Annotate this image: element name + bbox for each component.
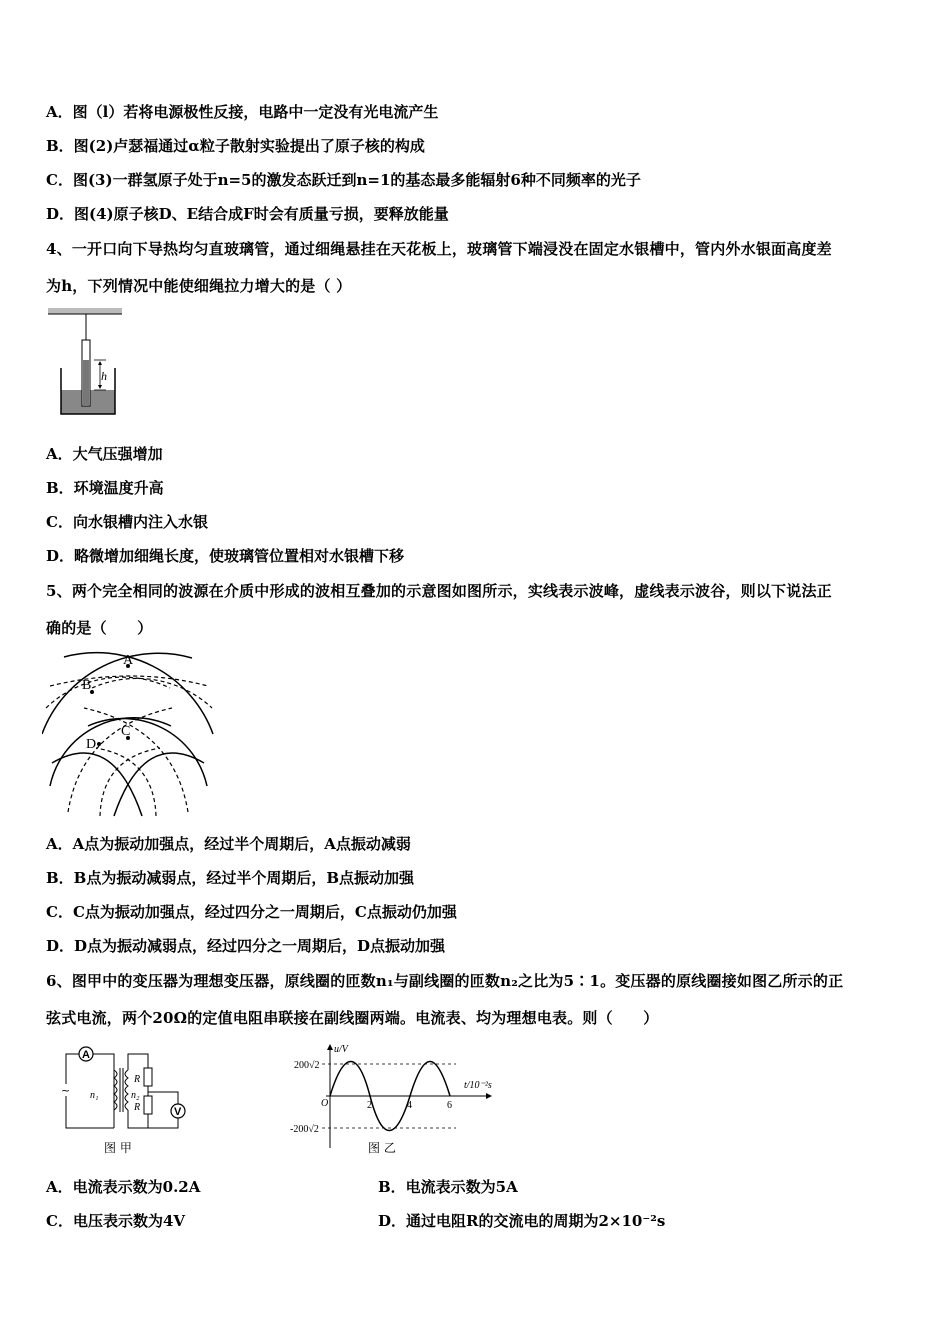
ac-source-icon: ~ xyxy=(61,1084,71,1097)
q6-option-b: B．电流表示数为5A xyxy=(378,1178,518,1196)
crest-arc-right-inner xyxy=(114,753,204,816)
origin-label: O xyxy=(321,1098,329,1109)
q4-stem-line2: 为h，下列情况中能使细绳拉力增大的是（ ） xyxy=(46,277,352,295)
q4-option-c: C．向水银槽内注入水银 xyxy=(46,513,208,531)
q6-figure-yi-graph xyxy=(286,1040,516,1160)
mercury-column xyxy=(83,360,89,406)
q4-option-b: B．环境温度升高 xyxy=(46,479,164,497)
trough-arc-right xyxy=(92,678,212,708)
label-a: A xyxy=(123,653,134,668)
crest-arc-right-mid xyxy=(88,719,207,786)
voltmeter-label: V xyxy=(174,1106,182,1118)
ammeter-label: A xyxy=(82,1049,90,1061)
r-bottom-label: R xyxy=(134,1102,141,1113)
r-top-label: R xyxy=(134,1074,141,1085)
ceiling xyxy=(48,308,122,314)
x-tick-6: 6 xyxy=(447,1100,452,1111)
y-max-label: 200√2 xyxy=(294,1060,320,1071)
q5-option-d: D．D点为振动减弱点，经过四分之一周期后，D点振动加强 xyxy=(46,937,446,955)
resistor-bottom xyxy=(144,1096,152,1114)
n2-label: n₂ xyxy=(131,1090,140,1101)
q4-option-a: A．大气压强增加 xyxy=(46,445,163,463)
label-b: B xyxy=(82,678,92,693)
point-d xyxy=(97,742,101,746)
q3-option-b: B．图(2)卢瑟福通过α粒子散射实验提出了原子核的构成 xyxy=(46,137,425,155)
q4-stem-line1: 4、一开口向下导热均匀直玻璃管，通过细绳悬挂在天花板上，玻璃管下端浸没在固定水银槽中，管内外水银面高度差 xyxy=(46,240,832,258)
y-min-label: -200√2 xyxy=(290,1124,319,1135)
resistor-top xyxy=(144,1068,152,1086)
trough-arc-top xyxy=(50,676,208,686)
label-d: D xyxy=(86,737,97,752)
q4-figure-mercury-trough xyxy=(44,306,128,418)
q3-option-d: D．图(4)原子核D、E结合成F时会有质量亏损，要释放能量 xyxy=(46,205,449,223)
x-tick-4: 4 xyxy=(407,1100,412,1111)
trough-arc-lower-left xyxy=(68,708,172,812)
crest-arc-right-outer xyxy=(64,653,213,734)
q5-stem-line2: 确的是（ ） xyxy=(46,619,153,637)
q5-figure-wave-interference xyxy=(42,648,222,818)
q5-option-c: C．C点为振动加强点，经过四分之一周期后，C点振动仍加强 xyxy=(46,903,457,921)
q3-option-c: C．图(3)一群氢原子处于n=5的激发态跃迁到n=1的基态最多能辐射6种不同频率的光子 xyxy=(46,171,641,189)
x-axis-label: t/10⁻²s xyxy=(464,1080,492,1091)
q6-option-d: D．通过电阻R的交流电的周期为2×10⁻²s xyxy=(378,1212,666,1230)
q5-option-b: B．B点为振动减弱点，经过半个周期后，B点振动加强 xyxy=(46,869,415,887)
n1-label: n₁ xyxy=(90,1090,99,1101)
label-c: C xyxy=(121,724,131,739)
q5-option-a: A．A点为振动加强点，经过半个周期后，A点振动减弱 xyxy=(46,835,411,853)
q4-option-d: D．略微增加细绳长度，使玻璃管位置相对水银槽下移 xyxy=(46,547,405,565)
fig-jia-caption: 图 甲 xyxy=(104,1141,132,1155)
q5-stem-line1: 5、两个完全相同的波源在介质中形成的波相互叠加的示意图如图所示，实线表示波峰，虚线表示波谷，则以下说法正 xyxy=(46,582,832,600)
q6-figure-jia-circuit xyxy=(56,1042,206,1158)
q3-option-a: A．图（l）若将电源极性反接，电路中一定没有光电流产生 xyxy=(46,103,439,121)
x-tick-2: 2 xyxy=(367,1100,372,1111)
y-axis-label: u/V xyxy=(334,1044,348,1055)
q6-option-a: A．电流表示数为0.2A xyxy=(46,1178,201,1196)
q6-stem-line1: 6、图甲中的变压器为理想变压器，原线圈的匝数n₁与副线圈的匝数n₂之比为5∶1。变压器的原线圈接如图乙所示的正 xyxy=(46,972,844,990)
trough-arc-lower-right xyxy=(84,708,188,812)
q6-stem-line2: 弦式电流，两个20Ω的定值电阻串联接在副线圈两端。电流表、均为理想电表。则（ ） xyxy=(46,1009,659,1027)
h-label: h xyxy=(101,369,107,383)
fig-yi-caption: 图 乙 xyxy=(368,1141,396,1155)
q6-option-c: C．电压表示数为4V xyxy=(46,1212,186,1230)
